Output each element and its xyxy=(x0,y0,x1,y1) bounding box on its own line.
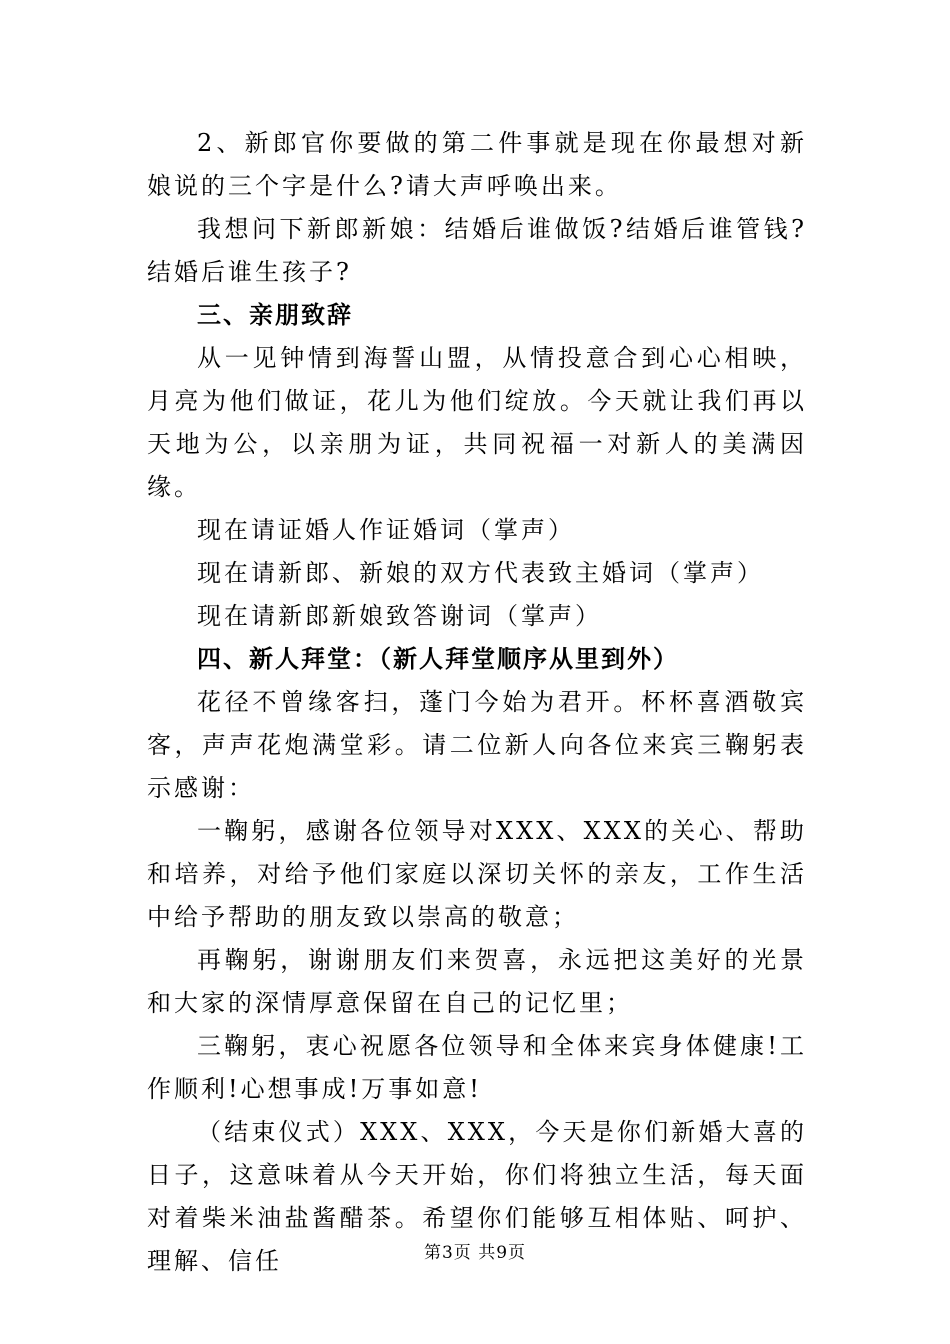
paragraph-blessing: 从一见钟情到海誓山盟，从情投意合到心心相映，月亮为他们做证，花儿为他们绽放。今天就让我们再以天地为公，以亲朋为证，共同祝福一对新人的美满因缘。 xyxy=(147,344,807,501)
paragraph-closing-ceremony: （结束仪式）XXX、XXX，今天是你们新婚大喜的日子，这意味着从今天开始，你们将独立生活，每天面对着柴米油盐酱醋茶。希望你们能够互相体贴、呵护、理解、信任 xyxy=(147,1118,807,1275)
paragraph-witness-speech: 现在请证婚人作证婚词（掌声） xyxy=(197,516,575,544)
paragraph-host-speech: 现在请新郎、新娘的双方代表致主婚词（掌声） xyxy=(197,559,764,587)
document-body xyxy=(147,122,807,1283)
paragraph-bow-intro: 花径不曾缘客扫，蓬门今始为君开。杯杯喜酒敬宾客，声声花炮满堂彩。请二位新人向各位来宾三鞠躬表示感谢： xyxy=(147,688,807,802)
section-heading-4: 四、新人拜堂：（新人拜堂顺序从里到外） xyxy=(197,645,679,673)
paragraph-first-bow: 一鞠躬，感谢各位领导对XXX、XXX的关心、帮助和培养，对给予他们家庭以深切关怀的亲友，工作生活中给予帮助的朋友致以崇高的敬意； xyxy=(147,817,807,931)
section-heading-3: 三、亲朋致辞 xyxy=(197,301,353,329)
paragraph-question-couple: 我想问下新郎新娘：结婚后谁做饭?结婚后谁管钱?结婚后谁生孩子? xyxy=(147,215,807,286)
page-number-footer: 第3页 共9页 xyxy=(423,1243,527,1263)
paragraph-third-bow: 三鞠躬，衷心祝愿各位领导和全体来宾身体健康!工作顺利!心想事成!万事如意! xyxy=(147,1032,807,1103)
paragraph-second-bow: 再鞠躬，谢谢朋友们来贺喜，永远把这美好的光景和大家的深情厚意保留在自己的记忆里； xyxy=(147,946,807,1017)
paragraph-groom-task-2: 2、新郎官你要做的第二件事就是现在你最想对新娘说的三个字是什么?请大声呼唤出来。 xyxy=(147,129,807,200)
paragraph-thanks-speech: 现在请新郎新娘致答谢词（掌声） xyxy=(197,602,602,630)
